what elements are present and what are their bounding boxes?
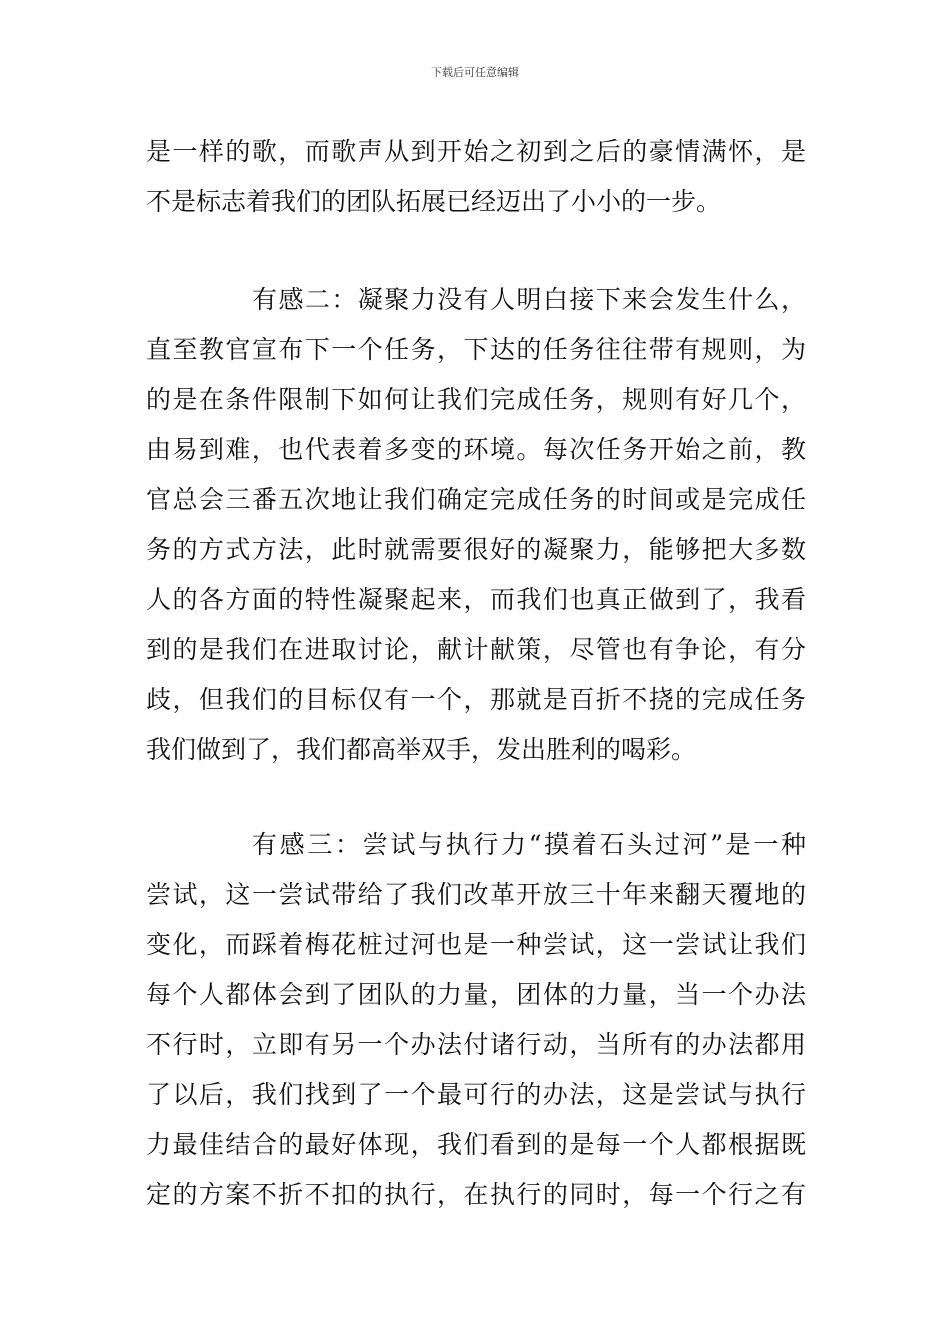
text-line: 定的方案不折不扣的执行，在执行的同时，每一个行之有 [146, 1180, 806, 1209]
text-line: 由易到难，也代表着多变的环境。每次任务开始之前，教 [146, 435, 806, 464]
text-line: 有感三：尝试与执行力“摸着石头过河”是一种 [252, 830, 806, 859]
text-line: 直至教官宣布下一个任务，下达的任务往往带有规则，为 [146, 335, 806, 364]
text-line: 有感二：凝聚力没有人明白接下来会发生什么， [252, 285, 806, 314]
text-line: 不行时，立即有另一个办法付诸行动，当所有的办法都用 [146, 1030, 806, 1059]
page-header: 下载后可任意编辑 [431, 66, 519, 79]
paragraph-1 [146, 127, 806, 227]
text-line: 人的各方面的特性凝聚起来，而我们也真正做到了，我看 [146, 585, 806, 614]
text-line: 官总会三番五次地让我们确定完成任务的时间或是完成任 [146, 485, 806, 514]
text-line: 不是标志着我们的团队拓展已经迈出了小小的一步。 [146, 187, 722, 216]
text-line: 力最佳结合的最好体现，我们看到的是每一个人都根据既 [146, 1130, 806, 1159]
text-line: 每个人都体会到了团队的力量，团体的力量，当一个办法 [146, 980, 806, 1009]
text-line: 了以后，我们找到了一个最可行的办法，这是尝试与执行 [146, 1080, 806, 1109]
text-line: 我们做到了，我们都高举双手，发出胜利的喝彩。 [146, 735, 697, 764]
text-line: 到的是我们在进取讨论，献计献策，尽管也有争论，有分 [146, 635, 806, 664]
text-line: 务的方式方法，此时就需要很好的凝聚力，能够把大多数 [146, 535, 806, 564]
text-line: 是一样的歌，而歌声从到开始之初到之后的豪情满怀，是 [146, 137, 806, 166]
text-line: 变化，而踩着梅花桩过河也是一种尝试，这一尝试让我们 [146, 930, 806, 959]
text-line: 的是在条件限制下如何让我们完成任务，规则有好几个， [146, 385, 806, 414]
paragraph-2 [146, 275, 806, 775]
text-line: 尝试，这一尝试带给了我们改革开放三十年来翻天覆地的 [146, 880, 806, 909]
text-line: 歧，但我们的目标仅有一个，那就是百折不挠的完成任务 [146, 685, 806, 714]
paragraph-3 [146, 820, 806, 1220]
